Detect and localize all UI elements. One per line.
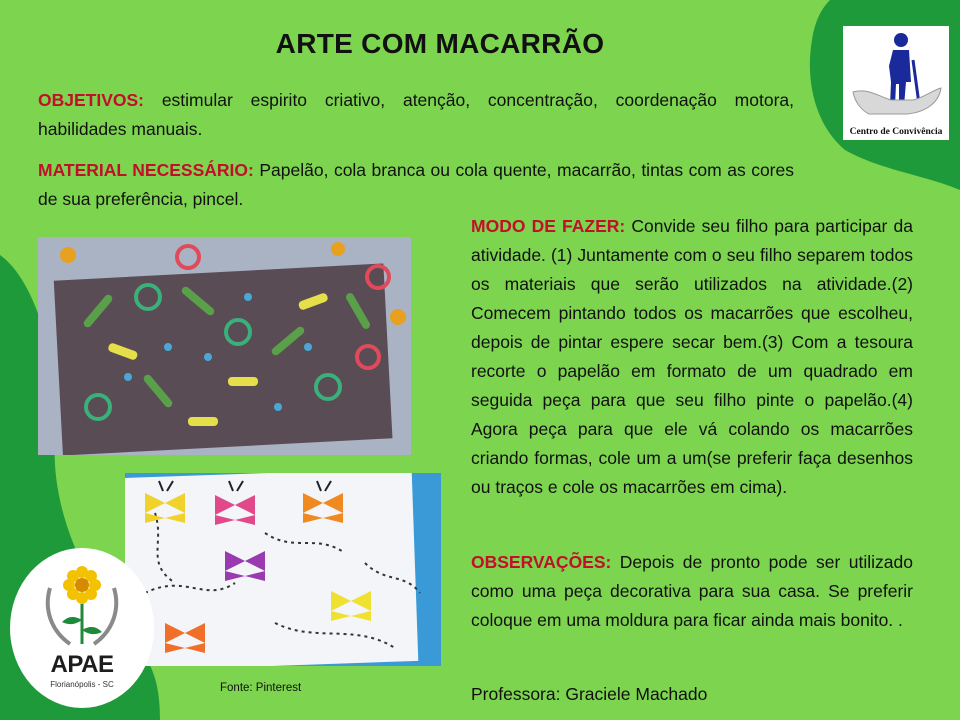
pasta-mosaic-photo: [38, 237, 411, 455]
sunflower-hands-icon: [10, 548, 154, 653]
material-text: Papelão, cola branca ou cola quente, macarrão, tintas com as cores de sua preferência, pincel.: [38, 160, 794, 209]
pasta-butterflies-photo: [125, 473, 441, 666]
modo-text: Convide seu filho para participar da atividade. (1) Juntamente com o seu filho separem todos os materiais que serão utilizados na atividade.(2) Comecem pintando todos os macarrões que escolheu, depois de pintar espere secar bem.(3) Com a tesoura recorte o papelão em formato de um quadrado em seguida peça para que seu filho pinte o papelão.(4) Agora peça para que ele vá colando os macarrões criando formas, cole um a um(se preferir faça desenhos ou traços e cole os macarrões em cima).: [471, 216, 913, 497]
observacoes-text: Depois de pronto pode ser utilizado como uma peça decorativa para sua casa. Se preferir coloque em uma moldura para ficar ainda mais bonito. .: [471, 552, 913, 630]
professora-credit: Professora: Graciele Machado: [471, 684, 708, 704]
observacoes-label: OBSERVAÇÕES:: [471, 552, 612, 572]
image-source: Fonte: Pinterest: [220, 682, 302, 694]
centro-convivencia-logo: [843, 26, 949, 140]
apae-logo: [10, 548, 154, 708]
material-label: MATERIAL NECESSÁRIO:: [38, 160, 254, 180]
material-paragraph: [38, 156, 794, 214]
logo-caption: Centro de Convivência: [849, 127, 943, 137]
page-title: ARTE COM MACARRÃO: [275, 28, 605, 59]
elderly-person-hand-icon: [843, 26, 949, 126]
apae-name: APAE: [50, 651, 114, 678]
objetivos-label: OBJETIVOS:: [38, 90, 144, 110]
modo-label: MODO DE FAZER:: [471, 216, 626, 236]
observacoes-paragraph: [471, 548, 913, 635]
objetivos-paragraph: [38, 86, 794, 144]
modo-de-fazer-paragraph: [471, 212, 913, 502]
objetivos-text: estimular espirito criativo, atenção, concentração, coordenação motora, habilidades manuais.: [38, 90, 794, 139]
apae-city: Florianópolis - SC: [50, 680, 114, 689]
